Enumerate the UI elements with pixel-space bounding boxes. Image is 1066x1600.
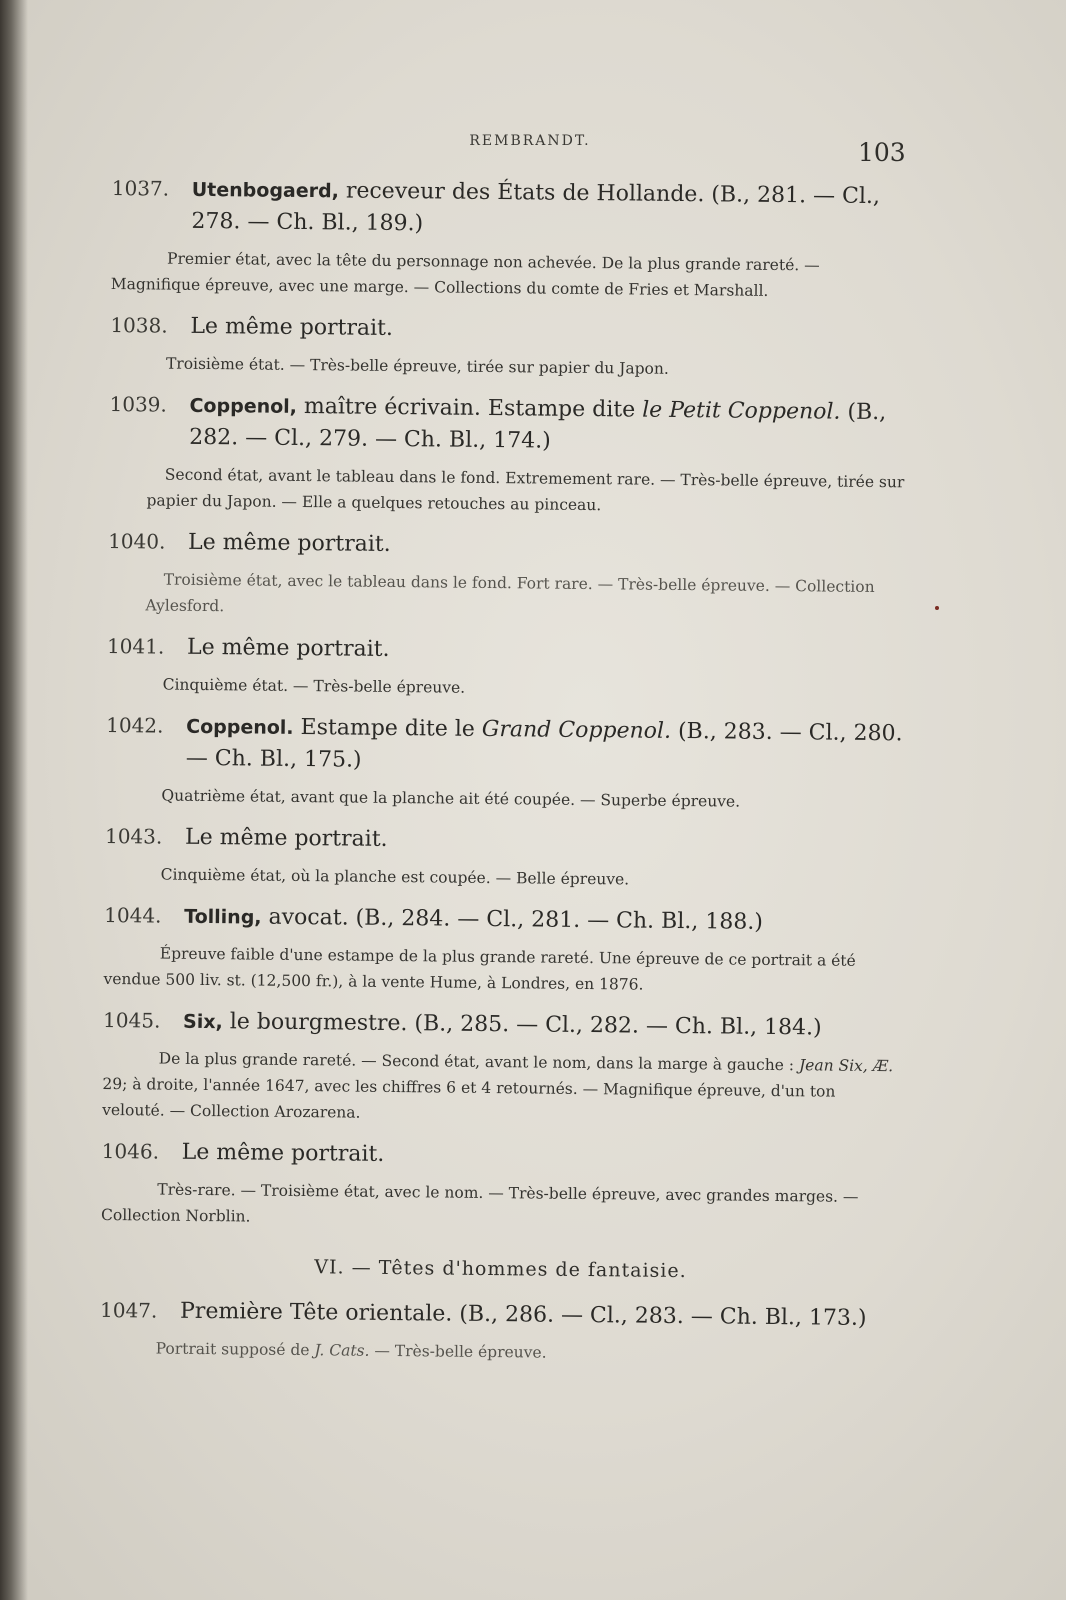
- entry-heading: [107, 630, 907, 671]
- entry-number: 1041.: [106, 633, 165, 659]
- entry-heading: [111, 172, 912, 245]
- entry-note-italic: Jean Six, Æ.: [798, 1056, 894, 1076]
- entry-number: 1043.: [104, 823, 163, 849]
- entry-number: 1046.: [101, 1138, 160, 1164]
- entry-heading: [108, 525, 908, 566]
- entry-title-italic: le Petit Coppenol.: [642, 397, 841, 425]
- entry-title: receveur des États de Hollande. (B., 281. — Cl., 278. — Ch. Bl., 189.): [191, 178, 881, 237]
- entry-title: Le même portrait.: [186, 634, 390, 662]
- entry-name: Six,: [182, 1010, 223, 1034]
- entry-number: 1039.: [109, 391, 167, 417]
- paper-speck: [935, 606, 939, 610]
- entry-number: 1045.: [102, 1007, 161, 1033]
- entry-title: Le même portrait.: [184, 824, 388, 852]
- catalogue-entry: [101, 1135, 902, 1236]
- running-title: REMBRANDT.: [469, 133, 591, 149]
- entry-heading: [106, 709, 907, 782]
- catalogue-entry: [111, 172, 912, 305]
- entry-name: Utenbogaerd,: [191, 178, 340, 203]
- entry-references: (B., 282. — Cl., 279. — Ch. Bl., 174.): [189, 399, 887, 454]
- entry-title: Le même portrait.: [181, 1139, 385, 1167]
- section-title: VI. — Têtes d'hommes de fantaisie.: [314, 1256, 687, 1283]
- entry-name: Coppenol,: [189, 394, 298, 418]
- entry-number: 1038.: [110, 312, 168, 338]
- book-spine-shadow: [0, 0, 28, 1600]
- entry-number: 1044.: [104, 902, 162, 928]
- entry-title-italic: Grand Coppenol.: [481, 716, 672, 744]
- entry-heading: [100, 1294, 900, 1335]
- entry-number: 1042.: [106, 712, 164, 738]
- entry-note: Troisième état. — Très-belle épreuve, tirée sur papier du Japon.: [165, 354, 669, 378]
- entry-title: Le même portrait.: [187, 529, 391, 557]
- entry-note: Cinquième état. — Très-belle épreuve.: [162, 675, 466, 697]
- entry-title: Le même portrait.: [190, 313, 394, 341]
- entry-note: Premier état, avec la tête du personnage non achevée. De la plus grande rareté. — Magnifique épreuve, avec une marge. — Collections du comte de Fries et Marshall.: [110, 249, 820, 300]
- entry-name: Tolling,: [184, 905, 262, 929]
- catalogue-entry: [110, 309, 911, 384]
- catalogue-entry: [105, 820, 906, 895]
- entry-note: [100, 1335, 900, 1369]
- entry-heading: [110, 309, 910, 350]
- entry-number: 1037.: [111, 175, 170, 201]
- entry-title: Estampe dite le: [293, 714, 483, 742]
- entry-note: Épreuve faible d'une estampe de la plus grande rareté. Une épreuve de ce portrait a été vendue 500 liv. st. (12,500 fr.), à la vente Hume, à Londres, en 1876.: [103, 944, 856, 994]
- catalogue-text: [99, 172, 912, 1381]
- catalogue-entry: [108, 388, 909, 521]
- catalogue-entry: [103, 899, 904, 1000]
- entry-note: [102, 1045, 903, 1131]
- entry-note: Troisième état, avec le tableau dans le fond. Fort rare. — Très-belle épreuve. — Collection Aylesford.: [145, 570, 875, 616]
- entry-note: Quatrième état, avant que la planche ait été coupée. — Superbe épreuve.: [161, 786, 741, 811]
- catalogue-entry: [107, 525, 908, 626]
- catalogue-entry: [102, 1004, 903, 1131]
- entry-note: Cinquième état, où la planche est coupée. — Belle épreuve.: [160, 865, 630, 889]
- entry-number: 1040.: [108, 528, 166, 554]
- entry-number: 1047.: [99, 1297, 158, 1323]
- page-number: 103: [858, 138, 906, 167]
- entry-title: le bourgmestre. (B., 285. — Cl., 282. — Ch. Bl., 184.): [222, 1009, 822, 1041]
- entry-title: maître écrivain. Estampe dite: [296, 393, 643, 423]
- entry-note: Très-rare. — Troisième état, avec le nom. — Très-belle épreuve, avec grandes marges. — Collection Norblin.: [100, 1180, 859, 1226]
- entry-note-text: — Très-belle épreuve.: [369, 1341, 547, 1362]
- entry-heading: [104, 899, 904, 940]
- entry-heading: [102, 1135, 902, 1176]
- catalogue-entry: [105, 709, 906, 816]
- entry-references: (B., 283. — Cl., 280. — Ch. Bl., 175.): [185, 718, 903, 773]
- entry-heading: [103, 1004, 903, 1045]
- entry-note-text: Portrait supposé de: [155, 1339, 315, 1360]
- entry-note-italic: J. Cats.: [314, 1341, 370, 1360]
- entry-note: Second état, avant le tableau dans le fond. Extremement rare. — Très-belle épreuve, tirée sur papier du Japon. — Elle a quelques retouches au pinceau.: [146, 465, 905, 515]
- entry-note-text: 29; à droite, l'année 1647, avec les chiffres 6 et 4 retournés. — Magnifique épreuve, d'un ton velouté. — Collection Arozarena.: [102, 1074, 836, 1122]
- catalogue-entry: [107, 630, 908, 705]
- entry-heading: [105, 820, 905, 861]
- entry-name: Coppenol.: [186, 715, 294, 739]
- entry-title: avocat. (B., 284. — Cl., 281. — Ch. Bl., 188.): [261, 904, 763, 935]
- entry-note-text: De la plus grande rareté. — Second état, avant le nom, dans la marge à gauche :: [158, 1049, 800, 1075]
- entry-heading: [109, 388, 910, 461]
- entry-title: Première Tête orientale. (B., 286. — Cl., 283. — Ch. Bl., 173.): [179, 1298, 867, 1331]
- catalogue-entry: [100, 1294, 901, 1369]
